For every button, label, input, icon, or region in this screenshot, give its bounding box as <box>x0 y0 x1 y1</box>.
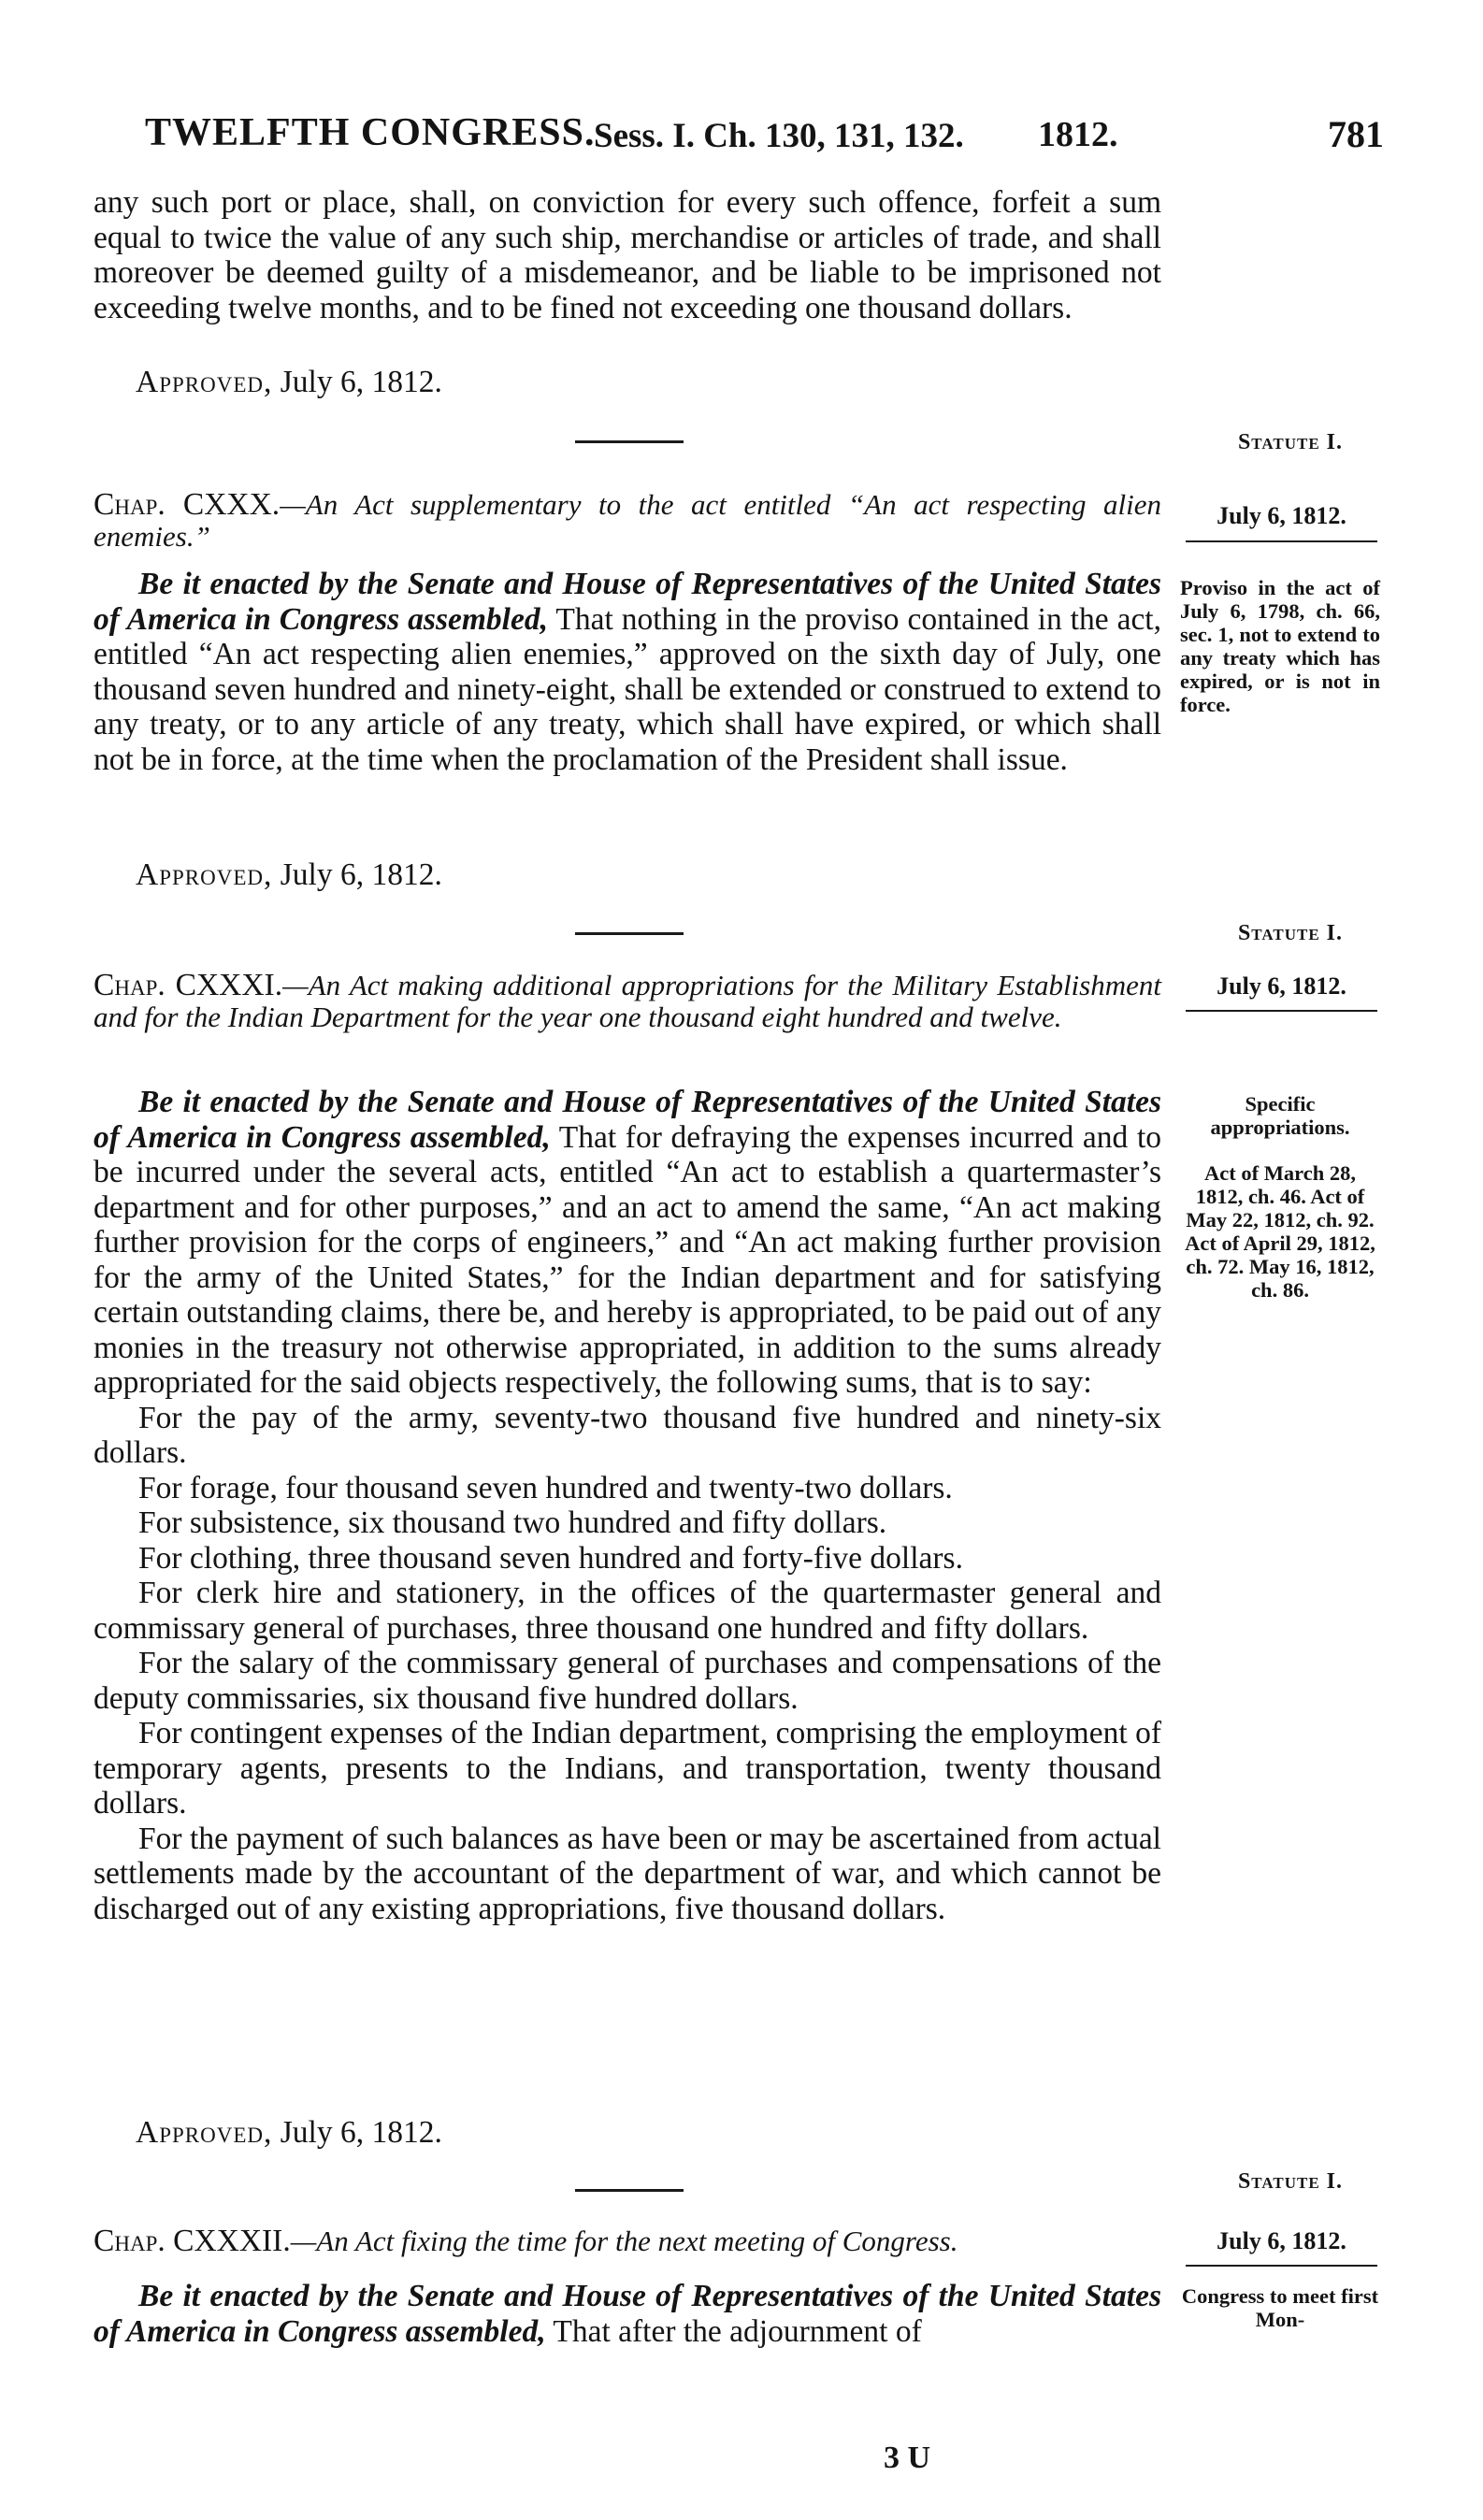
enacting-clause: Be it enacted by the Senate and House of Representatives of the United States of America in Congress assembled, <box>94 2279 1161 2349</box>
header-session: Sess. I. Ch. 130, 131, 132. <box>594 117 964 155</box>
margin-rule <box>1186 1010 1377 1012</box>
margin-note: Act of March 28, 1812, ch. 46. Act of May 22, 1812, ch. 92. Act of April 29, 1812, ch. 72. May 16, 1812, ch. 86. <box>1185 1161 1375 1302</box>
approved-line <box>136 365 442 400</box>
appropriation-item: For the salary of the commissary general of purchases and compensations of the deputy commissaries, six thousand five hundred dollars. <box>94 1646 1161 1716</box>
act-paragraph <box>94 567 1161 777</box>
running-header <box>145 110 1384 166</box>
section-divider <box>575 2189 684 2192</box>
section-divider <box>575 932 684 935</box>
appropriation-item: For the pay of the army, seventy-two thousand five hundred and ninety-six dollars. <box>94 1400 1161 1470</box>
continued-paragraph: any such port or place, shall, on conviction for every such offence, forfeit a sum equal to twice the value of any such ship, merchandise or articles of trade, and shall moreover be deemed guilty of a misdemeanor, and be liable to be imprisoned not exceeding twelve months, and to be fined not exceeding one thousand dollars. <box>94 185 1161 325</box>
appropriation-item: For clerk hire and stationery, in the offices of the quartermaster general and commissary general of purchases, three thousand one hundred and fifty dollars. <box>94 1576 1161 1646</box>
margin-note: Proviso in the act of July 6, 1798, ch. 66, sec. 1, not to extend to any treaty which has expired, or is not in force. <box>1180 576 1380 716</box>
margin-rule <box>1186 540 1377 542</box>
act-paragraph <box>94 2279 1161 2349</box>
appropriation-item: For the payment of such balances as have been or may be ascertained from actual settlements made by the accountant of the department of war, and which cannot be discharged out of any existing appropriations, five thousand dollars. <box>94 1821 1161 1926</box>
approved-line <box>136 2115 442 2151</box>
chapter-number: Chap. CXXXI. <box>94 968 283 1002</box>
approved-label: Approved, <box>136 857 273 892</box>
appropriation-item: For forage, four thousand seven hundred and twenty-two dollars. <box>138 1470 953 1505</box>
appropriation-item: For contingent expenses of the Indian department, comprising the employment of temporary agents, presents to the Indians, and transportation, twenty thousand dollars. <box>94 1716 1161 1821</box>
act-body <box>94 567 1161 777</box>
margin-note: Congress to meet first Mon- <box>1181 2284 1379 2331</box>
statute-date: July 6, 1812. <box>1217 972 1346 1000</box>
signature-mark: 3 U <box>884 2441 931 2475</box>
enacting-clause: Be it enacted by the Senate and House of Representatives of the United States of America in Congress assembled, <box>94 1085 1161 1155</box>
act-paragraph <box>94 1085 1161 1401</box>
chapter-title: —An Act supplementary to the act entitled “An act respecting alien enemies.” <box>94 488 1162 553</box>
header-title: TWELFTH CONGRESS. <box>145 111 596 154</box>
page-number: 781 <box>1328 113 1384 155</box>
header-year: 1812. <box>1038 115 1118 154</box>
statute-label: Statute I. <box>1237 921 1344 945</box>
approved-label: Approved, <box>136 365 273 399</box>
act-text: That nothing in the proviso contained in the act, entitled “An act respecting alien enemies,” approved on the sixth day of July, one thousand seven hundred and ninety-eight, shall be extended or construed to extend to any treaty, or to any article of any treaty, which shall have expired, or which shall not be in force, at the time when the proclamation of the President shall issue. <box>94 601 1161 777</box>
chapter-heading <box>94 2225 1161 2257</box>
act-text: That for defraying the expenses incurred and to be incurred under the several acts, entitled “An act to establish a quartermaster’s department and for other purposes,” and an act to amend the same, “An act making further provision for the corps of engineers,” and “An act making further provision for the army of the United States,” for the Indian department and for satisfying certain outstanding claims, there be, and hereby is appropriated, to be paid out of any monies in the treasury not otherwise appropriated, in addition to the sums already appropriated for the said objects respectively, the following sums, that is to say: <box>94 1119 1161 1400</box>
appropriation-item: For subsistence, six thousand two hundred and fifty dollars. <box>138 1505 887 1540</box>
approved-date: July 6, 1812. <box>280 857 442 892</box>
statute-date: July 6, 1812. <box>1217 2227 1346 2254</box>
statute-label: Statute I. <box>1237 2169 1344 2194</box>
approved-line <box>136 857 442 893</box>
act-body <box>94 1085 1161 1926</box>
continued-text <box>94 185 1161 325</box>
margin-note: Specific appropriations. <box>1210 1092 1350 1139</box>
margin-rule <box>1186 2265 1377 2267</box>
statute-date: July 6, 1812. <box>1217 502 1346 529</box>
chapter-heading <box>94 489 1161 553</box>
statute-label: Statute I. <box>1237 430 1344 454</box>
chapter-title: —An Act fixing the time for the next meeting of Congress. <box>290 2225 958 2257</box>
enacting-clause: Be it enacted by the Senate and House of Representatives of the United States of America in Congress assembled, <box>94 567 1161 637</box>
chapter-heading <box>94 970 1161 1033</box>
section-divider <box>575 440 684 443</box>
approved-date: July 6, 1812. <box>280 2115 442 2150</box>
chapter-number: Chap. CXXXII. <box>94 2224 291 2258</box>
act-text: That after the adjournment of <box>553 2313 922 2349</box>
appropriation-item: For clothing, three thousand seven hundred and forty-five dollars. <box>138 1540 963 1576</box>
chapter-title: —An Act making additional appropriations for the Military Establishment and for the Indian Department for the year one thousand eight hundred and twelve. <box>94 969 1161 1033</box>
chapter-number: Chap. CXXX. <box>94 487 281 522</box>
approved-date: July 6, 1812. <box>280 365 442 399</box>
act-body <box>94 2279 1161 2349</box>
approved-label: Approved, <box>136 2115 273 2150</box>
